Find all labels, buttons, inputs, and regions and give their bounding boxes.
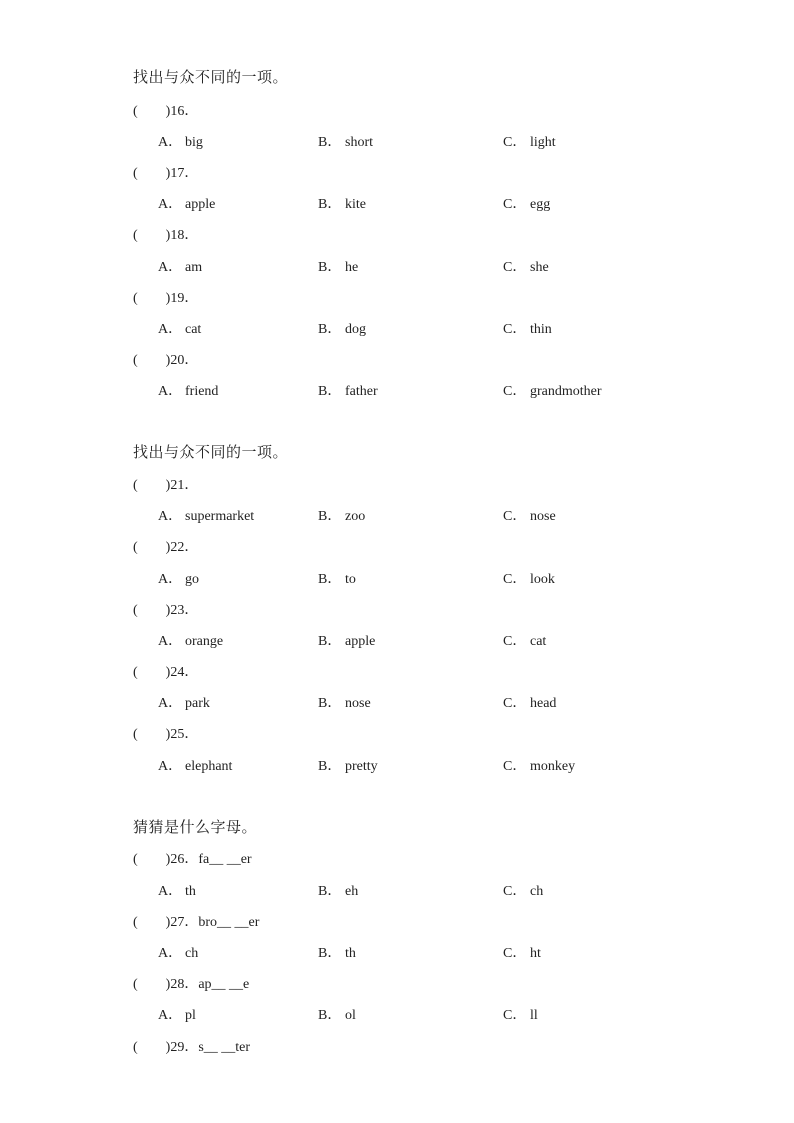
option-a: A． go xyxy=(158,572,199,587)
option-b: B． to xyxy=(318,572,356,587)
section-instruction: 猜猜是什么字母。 xyxy=(133,818,258,836)
option-b: B． kite xyxy=(318,197,366,212)
option-c: C． grandmother xyxy=(503,384,602,399)
option-a: A． am xyxy=(158,260,203,275)
option-c: C． cat xyxy=(503,634,547,649)
option-a: A． th xyxy=(158,884,196,899)
option-b: B． eh xyxy=(318,884,359,899)
option-c: C． light xyxy=(503,135,556,150)
question-number: ( )25． xyxy=(133,727,199,742)
option-b: B． nose xyxy=(318,696,371,711)
question-number: ( )19． xyxy=(133,291,199,306)
option-c: C． ll xyxy=(503,1008,538,1023)
option-c: C． look xyxy=(503,572,555,587)
option-b: B． zoo xyxy=(318,509,366,524)
question-number: ( )16． xyxy=(133,104,199,119)
option-a: A． pl xyxy=(158,1008,196,1023)
option-c: C． nose xyxy=(503,509,556,524)
option-a: A． apple xyxy=(158,197,216,212)
option-a: A． supermarket xyxy=(158,509,255,524)
section-instruction: 找出与众不同的一项。 xyxy=(133,68,289,86)
question-number: ( )26．fa__ __er xyxy=(133,852,252,867)
option-c: C． ch xyxy=(503,884,544,899)
option-a: A． cat xyxy=(158,322,202,337)
question-number: ( )21． xyxy=(133,478,199,493)
option-c: C． monkey xyxy=(503,759,576,774)
option-a: A． elephant xyxy=(158,759,233,774)
question-number: ( )22． xyxy=(133,540,199,555)
question-number: ( )27．bro__ __er xyxy=(133,915,260,930)
option-a: A． ch xyxy=(158,946,199,961)
option-b: B． father xyxy=(318,384,378,399)
option-b: B． th xyxy=(318,946,356,961)
question-number: ( )23． xyxy=(133,603,199,618)
option-c: C． head xyxy=(503,696,557,711)
question-number: ( )29．s__ __ter xyxy=(133,1040,251,1055)
question-number: ( )18． xyxy=(133,228,199,243)
option-b: B． he xyxy=(318,260,359,275)
option-b: B． pretty xyxy=(318,759,378,774)
option-c: C． ht xyxy=(503,946,541,961)
option-b: B． short xyxy=(318,135,373,150)
question-number: ( )17． xyxy=(133,166,199,181)
option-b: B． dog xyxy=(318,322,366,337)
option-a: A． friend xyxy=(158,384,219,399)
question-number: ( )24． xyxy=(133,665,199,680)
option-a: A． big xyxy=(158,135,203,150)
option-c: C． egg xyxy=(503,197,551,212)
option-c: C． she xyxy=(503,260,549,275)
question-number: ( )28．ap__ __e xyxy=(133,977,250,992)
section-instruction: 找出与众不同的一项。 xyxy=(133,443,289,461)
option-a: A． orange xyxy=(158,634,224,649)
option-b: B． apple xyxy=(318,634,376,649)
option-b: B． ol xyxy=(318,1008,356,1023)
option-a: A． park xyxy=(158,696,210,711)
question-number: ( )20． xyxy=(133,353,199,368)
option-c: C． thin xyxy=(503,322,552,337)
